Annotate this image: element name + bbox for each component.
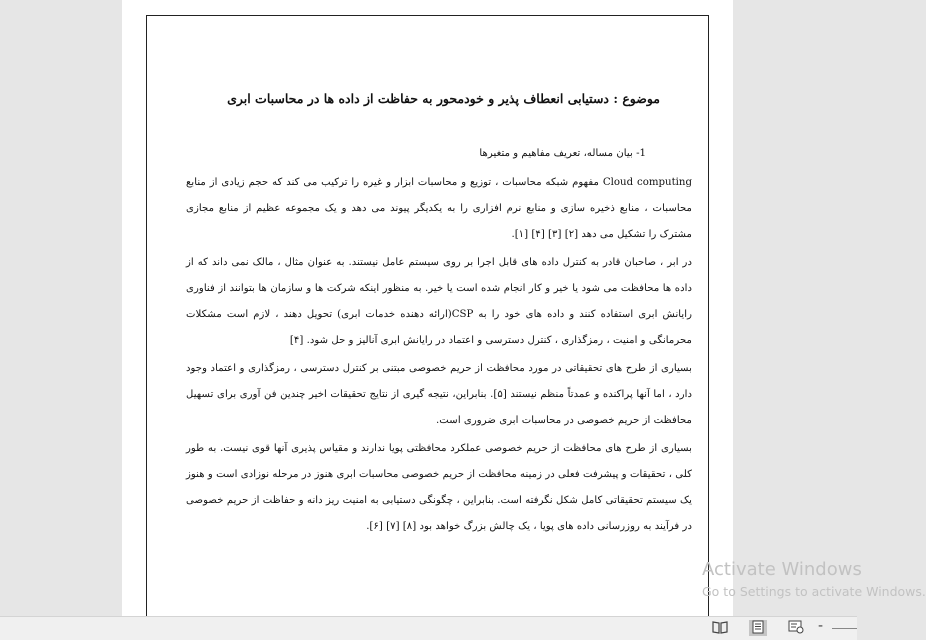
- paragraph-1: Cloud computing مفهوم شبکه محاسبات ، توزیع و محاسبات ابزار و غیره را ترکیب می کند که حجم زیادی از منابع محاسبات ، منابع ذخیره سازی و منابع نرم افزاری را به یکدیگر پیوند می دهد و یک مجموعه عظیم از منابع مجازی مشترک را تشکیل می دهد [۲] [۳] [۴] [۱].: [186, 177, 693, 240]
- watermark-line-1: Activate Windows: [702, 559, 862, 580]
- document-body[interactable]: [186, 78, 692, 540]
- paragraph-4: بسیاری از طرح های محافظت از حریم خصوصی عملکرد محافظتی پویا ندارند و مقیاس پذیری آنها قوی نیست. به طور کلی ، تحقیقات و پیشرفت فعلی در زمینه محافظت از حریم خصوصی محاسبات ابری هنوز در مرحله نوزادی است و هنوز یک سیستم تحقیقاتی کامل شکل نگرفته است. بنابراین ، چگونگی دستیابی به امنیت ریز دانه و حفاظت از حریم خصوصی در فرآیند به روزرسانی داده های پویا ، یک چالش بزرگ خواهد بود [۸] [۷] [۶].: [186, 443, 692, 532]
- paragraph-2: در ابر ، صاحبان قادر به کنترل داده های قابل اجرا بر روی سیستم عامل نیستند. به عنوان مثال ، مالک نمی داند که از داده ها محافظت می شود یا خیر و کار انجام شده است یا خیر. به منظور اینکه شرکت ها و سازمان ها بتوانند از فناوری رایانش ابری استفاده کنند و داده های خود را به CSP(ارائه دهنده خدمات ابری) تحویل دهند ، لازم است مشکلات محرمانگی و امنیت ، رمزگذاری ، کنترل دسترسی و اعتماد در رایانش ابری آنالیز و حل شود. [۴]: [186, 257, 692, 346]
- print-layout-icon[interactable]: [749, 620, 767, 636]
- section-heading: 1- بیان مساله، تعریف مفاهیم و متغیرها: [479, 148, 646, 159]
- read-mode-icon[interactable]: [711, 620, 729, 636]
- document-title: موضوع : دستیابی انعطاف پذیر و خودمحور به حفاظت از داده ها در محاسبات ابری: [227, 91, 660, 106]
- activation-watermark: [702, 558, 926, 602]
- zoom-slider[interactable]: [832, 628, 857, 629]
- watermark-line-2: Go to Settings to activate Windows.: [702, 584, 926, 599]
- web-layout-icon[interactable]: [787, 620, 805, 636]
- zoom-out-button[interactable]: -: [818, 618, 824, 634]
- status-bar: [0, 616, 857, 640]
- paragraph-3: بسیاری از طرح های تحقیقاتی در مورد محافظت از حریم خصوصی مبتنی بر کنترل دسترسی ، رمزگذاری و اعتماد وجود دارد ، اما آنها پراکنده و عمدتاً منظم نیستند [۵]. بنابراین، نتیجه گیری از نتایج تحقیقات اخیر چندین فن آوری برای تسهیل محافظت از حریم خصوصی در محاسبات ابری ضروری است.: [186, 363, 693, 426]
